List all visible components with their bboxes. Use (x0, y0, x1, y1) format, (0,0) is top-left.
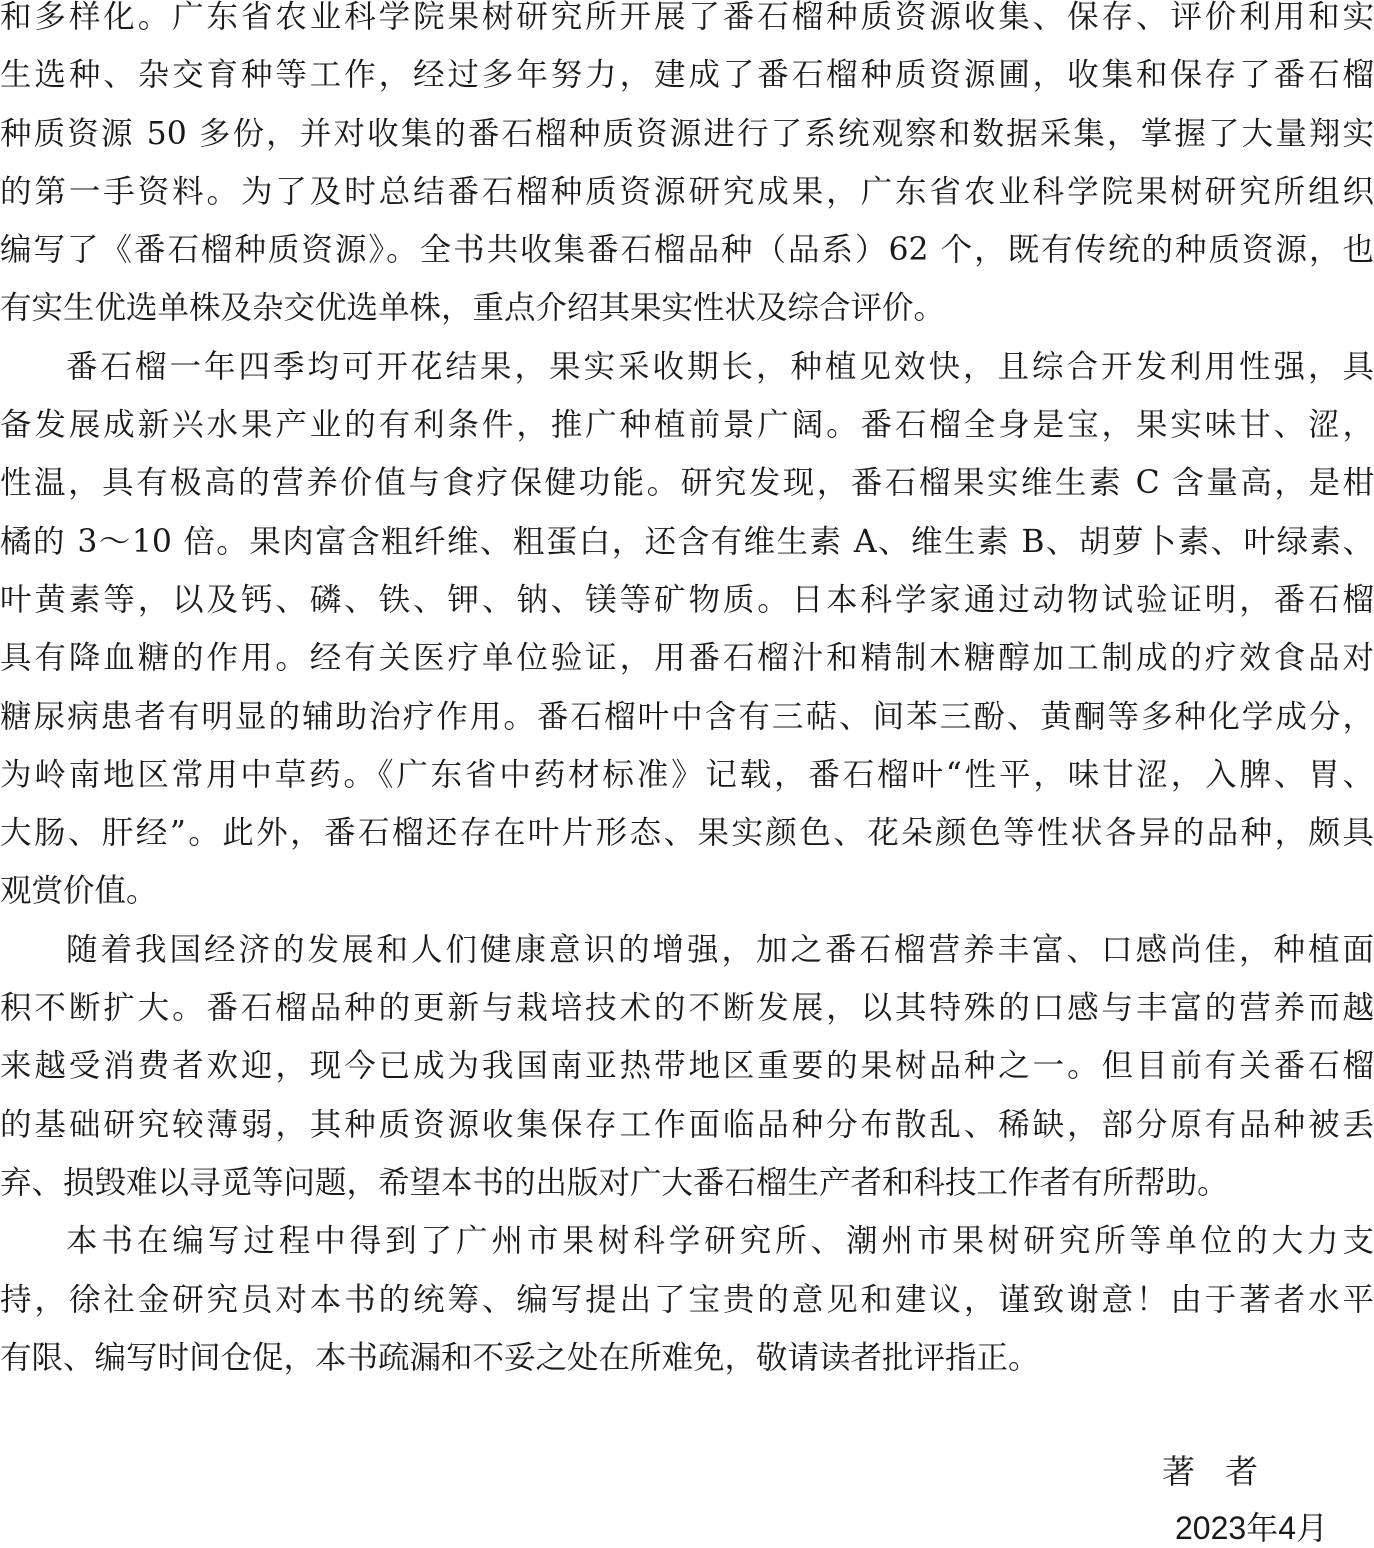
text-line: 的基础研究较薄弱，其种质资源收集保存工作面临品种分布散乱、稀缺，部分原有品种被丢 (0, 1106, 1374, 1143)
paragraph-1 (0, 0, 1374, 338)
text-line: 备发展成新兴水果产业的有利条件，推广种植前景广阔。番石榴全身是宝，果实味甘、涩， (0, 407, 1374, 444)
text-line: 大肠、肝经”。此外，番石榴还存在叶片形态、果实颜色、花朵颜色等性状各异的品种，颇具 (0, 815, 1374, 852)
paragraph-4 (0, 1212, 1374, 1387)
text-line: 叶黄素等，以及钙、磷、铁、钾、钠、镁等矿物质。日本科学家通过动物试验证明，番石榴 (0, 581, 1374, 618)
text-line: 生选种、杂交育种等工作，经过多年努力，建成了番石榴种质资源圃，收集和保存了番石榴 (0, 57, 1374, 94)
text-line: 的第一手资料。为了及时总结番石榴种质资源研究成果，广东省农业科学院果树研究所组织 (0, 173, 1374, 210)
text-line: 积不断扩大。番石榴品种的更新与栽培技术的不断发展，以其特殊的口感与丰富的营养而越 (0, 990, 1374, 1027)
text-line: 番石榴一年四季均可开花结果，果实采收期长，种植见效快，且综合开发利用性强，具 (66, 348, 1374, 385)
paragraph-2 (0, 338, 1374, 921)
text-line: 和多样化。广东省农业科学院果树研究所开展了番石榴种质资源收集、保存、评价利用和实 (0, 0, 1374, 35)
text-line: 橘的 3～10 倍。果肉富含粗纤维、粗蛋白，还含有维生素 A、维生素 B、胡萝卜素、叶绿素、 (0, 523, 1374, 560)
paragraph-3 (0, 921, 1374, 1212)
text-line: 有限、编写时间仓促，本书疏漏和不妥之处在所难免，敬请读者批评指正。 (0, 1339, 1040, 1376)
text-line: 具有降血糖的作用。经有关医疗单位验证，用番石榴汁和精制木糖醇加工制成的疗效食品对 (0, 640, 1374, 677)
text-line: 糖尿病患者有明显的辅助治疗作用。番石榴叶中含有三萜、间苯三酚、黄酮等多种化学成分， (0, 698, 1374, 735)
text-line: 为岭南地区常用中草药。《广东省中药材标准》记载，番石榴叶“性平，味甘涩，入脾、胃、 (0, 756, 1374, 793)
text-line: 持，徐社金研究员对本书的统筹、编写提出了宝贵的意见和建议，谨致谢意！由于著者水平 (0, 1281, 1374, 1318)
signature-date: 2023年4月 (1175, 1510, 1328, 1546)
text-line: 弃、损毁难以寻觅等问题，希望本书的出版对广大番石榴生产者和科技工作者有所帮助。 (0, 1164, 1229, 1201)
text-line: 来越受消费者欢迎，现今已成为我国南亚热带地区重要的果树品种之一。但目前有关番石榴 (0, 1048, 1374, 1085)
author-signature: 著者 (1162, 1452, 1288, 1491)
text-line: 随着我国经济的发展和人们健康意识的增强，加之番石榴营养丰富、口感尚佳，种植面 (66, 931, 1374, 968)
text-line: 本书在编写过程中得到了广州市果树科学研究所、潮州市果树研究所等单位的大力支 (66, 1223, 1374, 1260)
text-line: 观赏价值。 (0, 873, 158, 910)
text-line: 编写了《番石榴种质资源》。全书共收集番石榴品种（品系）62 个，既有传统的种质资源，也 (0, 232, 1374, 269)
text-line: 性温，具有极高的营养价值与食疗保健功能。研究发现，番石榴果实维生素 C 含量高，是柑 (0, 465, 1374, 502)
text-line: 有实生优选单株及杂交优选单株，重点介绍其果实性状及综合评价。 (0, 290, 946, 327)
text-line: 种质资源 50 多份，并对收集的番石榴种质资源进行了系统观察和数据采集，掌握了大量翔实 (0, 115, 1374, 152)
